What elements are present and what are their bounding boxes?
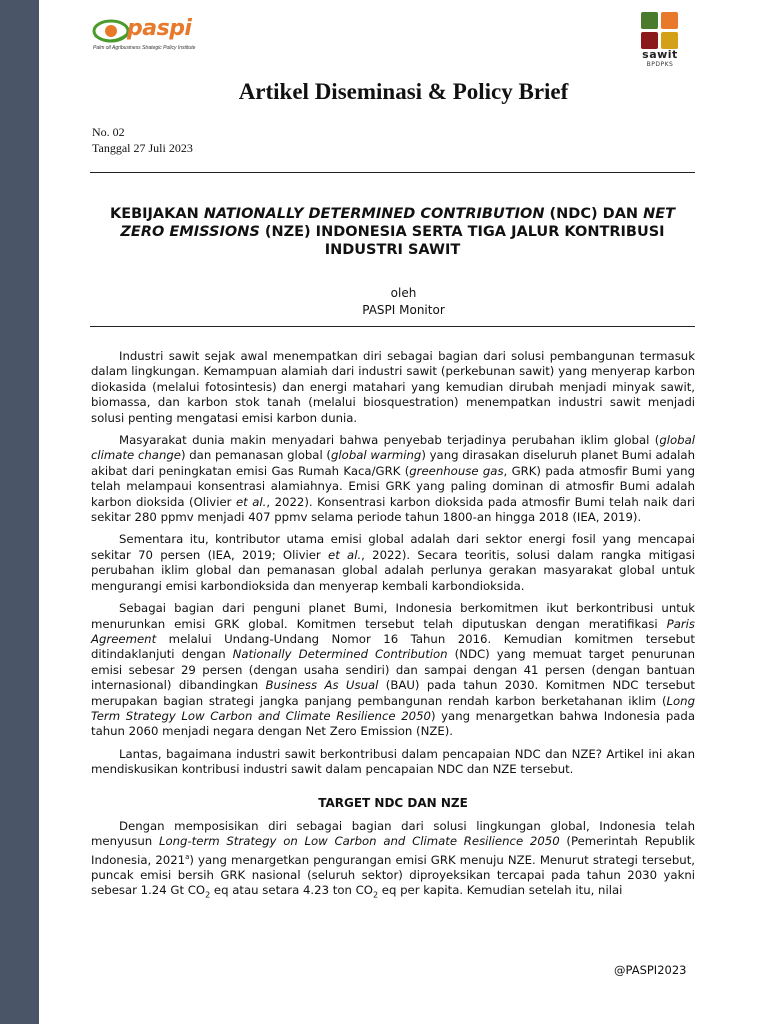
paragraph-1: Industri sawit sejak awal menempatkan diri sebagai bagian dari solusi pembangunan termasuk dalam lingkungan. Kemampuan alamiah dari industri sawit (perkebunan sawit) yang menyerap karbon diokasida (melalui fotosintesis) dan energi matahari yang kemudian dirubah menjadi minyak sawit, biomassa, dan karbon stok tanah (melalui biosquestration) menempatkan industri sawit menjadi solusi penting mengatasi emisi karbon dunia. [91,349,695,425]
sawit-wordmark: sawit [642,48,678,61]
paspi-wordmark: paspi [127,16,192,41]
article-body [91,349,695,910]
document-date: Tanggal 27 Juli 2023 [92,141,193,155]
paragraph-3: Sementara itu, kontributor utama emisi global adalah dari sektor energi fosil yang mencapai sekitar 70 persen (IEA, 2019; Olivier et al., 2022). Secara teoritis, solusi dalam rangka mitigasi perubahan iklim global dan pemanasan global adalah perlunya gerakan masyarakat global untuk mengurangi emisi karbondioksida dan menyerap kembali karbondioksida. [91,532,695,593]
footer-copyright: @PASPI2023 [614,963,687,977]
author-by: oleh [390,286,417,300]
paspi-emblem-icon [91,16,131,46]
author-name: PASPI Monitor [362,303,445,317]
paragraph-5: Lantas, bagaimana industri sawit berkontribusi dalam pencapaian NDC dan NZE? Artikel ini akan mendiskusikan kontribusi industri sawit dalam pencapaian NDC dan NZE tersebut. [91,746,695,777]
document-meta [92,124,193,156]
paragraph-4: Sebagai bagian dari penguni planet Bumi, Indonesia berkomitmen ikut berkontribusi untuk menurunkan emisi GRK global. Komitmen tersebut telah diputuskan dengan meratifikasi Paris Agreement melalui Undang-Undang Nomor 16 Tahun 2016. Kemudian komitmen tersebut ditindaklanjuti dengan Nationally Determined Contribution (NDC) yang memuat target penurunan emisi sebesar 29 persen (dengan usaha sendiri) dan sampai dengan 41 persen (dengan bantuan internasional) dibandingkan Business As Usual (BAU) pada tahun 2030. Komitmen NDC tersebut merupakan bagian strategi jangka panjang pembangunan rendah karbon berketahanan iklim (Long Term Strategy Low Carbon and Climate Resilience 2050) yang menargetkan bahwa Indonesia pada tahun 2060 menjadi negara dengan Net Zero Emission (NZE). [91,601,696,739]
sawit-logo [639,12,681,74]
divider-top [90,172,695,173]
paragraph-2: Masyarakat dunia makin menyadari bahwa penyebab terjadinya perubahan iklim global (global climate change) dan pemanasan global (global warming) yang dirasakan diseluruh planet Bumi adalah akibat dari peningkatan emisi Gas Rumah Kaca/GRK (greenhouse gas, GRK) pada atmosfir Bumi yang telah melampaui konsentrasi alamiahnya. Emisi GRK yang paling dominan di atmosfir Bumi adalah karbon dioksida (Olivier et al., 2022). Konsentrasi karbon dioksida pada atmosfir Bumi telah naik dari sekitar 280 ppmv menjadi 407 ppmv selama periode tahun 1800-an hingga 2018 (IEA, 2019). [91,433,696,525]
article-title: KEBIJAKAN NATIONALLY DETERMINED CONTRIBUTION (NDC) DAN NET ZERO EMISSIONS (NZE) INDONESIA SERTA TIGA JALUR KONTRIBUSI INDUSTRI SAWIT [109,206,676,258]
divider-bottom [90,326,695,327]
document-number: No. 02 [92,125,125,139]
document-title: Artikel Diseminasi & Policy Brief [238,79,569,104]
paspi-tagline: Palm oil Agribusiness Strategic Policy Institute [93,45,196,51]
section-heading: TARGET NDC DAN NZE [318,795,468,810]
paragraph-6: Dengan memposisikan diri sebagai bagian dari solusi lingkungan global, Indonesia telah menyusun Long-term Strategy on Low Carbon and Climate Resilience 2050 (Pemerintah Republik Indonesia, 2021$^a$) yang menargetkan pengurangan emisi GRK menuju NZE. Menurut strategi tersebut, puncak emisi bersih GRK nasional (seluruh sektor) diproyeksikan tercapai pada tahun 2030 yakni sebesar 1.24 Gt $CO_2$ eq atau setara 4.23 ton $CO_2$ eq per kapita. Kemudian setelah itu, nilai [91,818,695,900]
sawit-emblem-icon [641,12,679,50]
document-page [39,0,768,1024]
author-block [39,285,768,319]
left-sidebar-band [0,0,39,1024]
paspi-logo [91,14,241,54]
bpdpks-label: BPDPKS [646,61,674,68]
